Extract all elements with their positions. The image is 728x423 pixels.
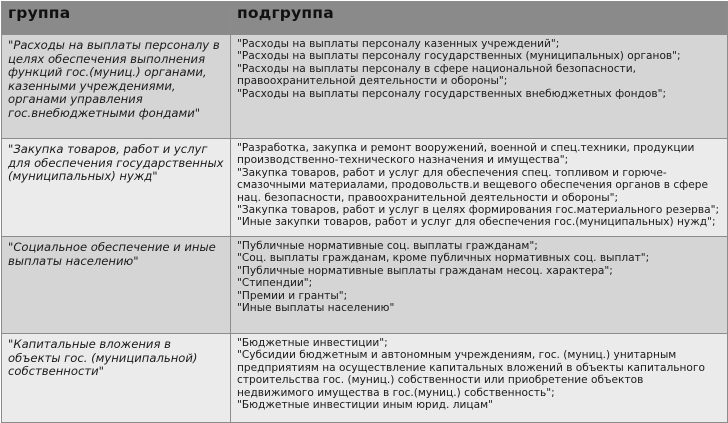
subgroup-item: "Бюджетные инвестиции"; xyxy=(237,337,388,349)
subgroup-item: "Закупка товаров, работ и услуг в целях формирования гос.материального резерва"; xyxy=(237,204,720,217)
subgroup-item: "Бюджетные инвестиции иным юрид. лицам" xyxy=(237,399,493,412)
table-row xyxy=(2,139,728,237)
subgroup-item: "Разработка, закупка и ремонт вооружений, военной и спец.техники, продукции производственно-технического назначения и имущества"; xyxy=(237,142,695,167)
group-cell: "Социальное обеспечение и иные выплаты населению" xyxy=(2,237,231,334)
subgroup-item: "Иные выплаты населению" xyxy=(237,302,395,315)
subgroup-item: "Иные закупки товаров, работ и услуг для обеспечения гос.(муниципальных) нужд"; xyxy=(237,216,716,229)
subgroup-item: "Расходы на выплаты персоналу государственных (муниципальных) органов"; xyxy=(237,50,681,63)
subgroup-item: "Стипендии"; xyxy=(237,277,313,290)
subgroup-cell xyxy=(231,139,728,237)
expense-classification-table-sheet xyxy=(1,1,727,421)
table-row xyxy=(2,35,728,139)
subgroup-item: "Закупка товаров, работ и услуг для обеспечения спец. топливом и горюче-смазочными материалами, продовольств.и вещевого обеспечения органов в сфере нац. безопасности, правоохранительной деятельности и обороны"; xyxy=(237,166,708,204)
header-row xyxy=(2,2,728,35)
subgroup-item: "Расходы на выплаты персоналу государственных внебюджетных фондов"; xyxy=(237,87,667,100)
subgroup-cell xyxy=(231,334,728,423)
table-row xyxy=(2,237,728,334)
subgroup-item: "Субсидии бюджетным и автономным учреждениям, гос. (муниц.) унитарным предприятиям на осуществление капитальных вложений в объекты капитального строительства гос. (муниц.) собственности или приобретение объектов недвижимого имущества в гос.(муниц.) собственность"; xyxy=(237,349,705,399)
subgroup-item: "Расходы на выплаты персоналу казенных учреждений"; xyxy=(237,38,560,50)
header-subgroup: подгруппа xyxy=(231,2,728,35)
subgroup-item: "Расходы на выплаты персоналу в сфере национальной безопасности, правоохранительной деятельности и обороны"; xyxy=(237,62,636,88)
group-cell: "Капитальные вложения в объекты гос. (муниципальной) собственности" xyxy=(2,334,231,423)
header-group: группа xyxy=(2,2,231,35)
subgroup-item: "Соц. выплаты гражданам, кроме публичных нормативных соц. выплат"; xyxy=(237,252,650,265)
table-row xyxy=(2,334,728,423)
expense-classification-table xyxy=(1,1,728,423)
group-cell: "Расходы на выплаты персоналу в целях обеспечения выполнения функций гос.(муниц.) органами, казенными учреждениями, органами управления гос.внебюджетными фондами" xyxy=(2,35,231,139)
subgroup-item: "Публичные нормативные выплаты гражданам несоц. характера"; xyxy=(237,264,613,277)
subgroup-item: "Публичные нормативные соц. выплаты гражданам"; xyxy=(237,240,538,252)
subgroup-cell xyxy=(231,237,728,334)
group-cell: "Закупка товаров, работ и услуг для обеспечения государственных (муниципальных) нужд" xyxy=(2,139,231,237)
subgroup-item: "Премии и гранты"; xyxy=(237,289,348,302)
subgroup-cell xyxy=(231,35,728,139)
